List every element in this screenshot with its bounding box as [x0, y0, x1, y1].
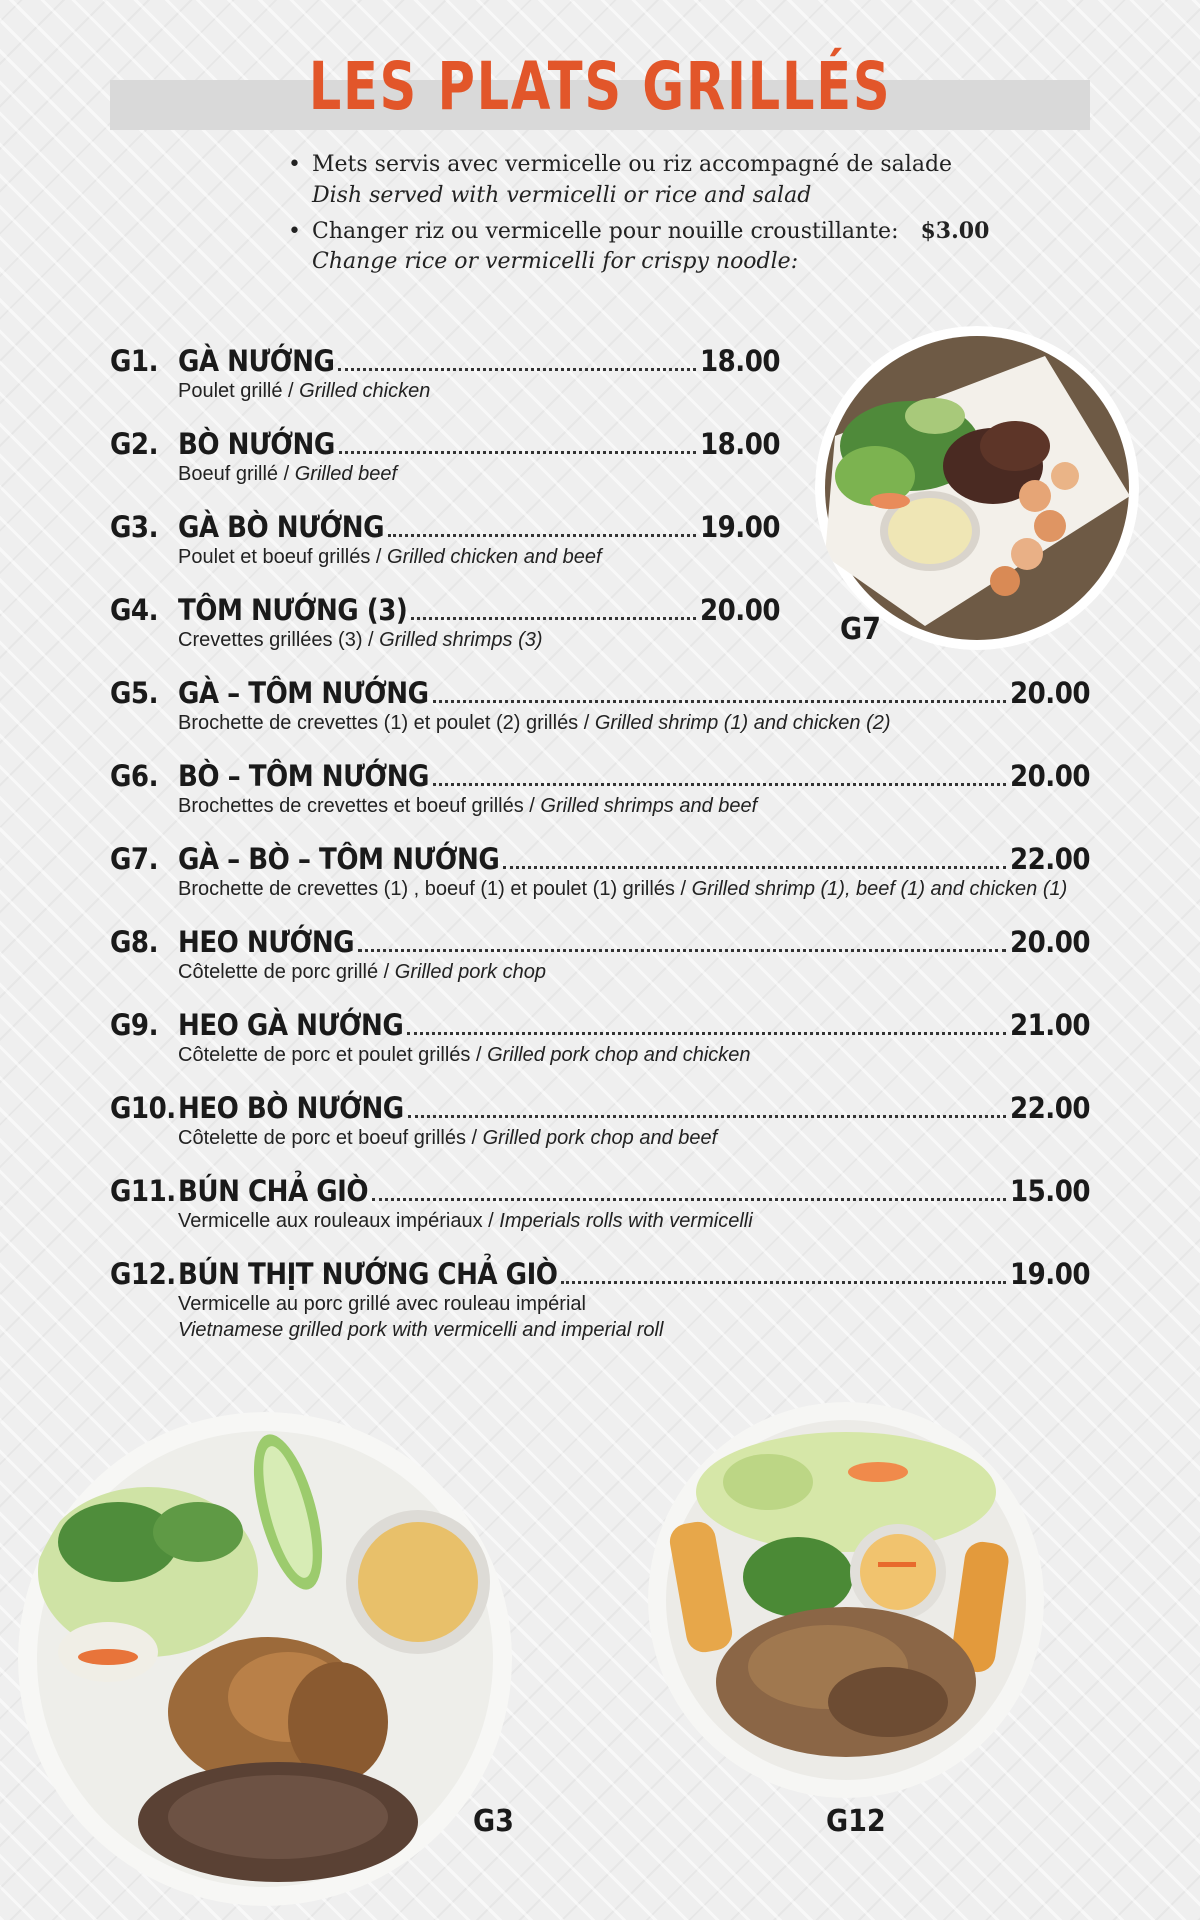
item-name: GÀ BÒ NƯỚNG	[178, 510, 384, 544]
menu-item-g7	[110, 838, 1090, 902]
item-description: Vermicelle aux rouleaux impériaux / Imperials rolls with vermicelli	[178, 1210, 753, 1232]
photo-label-g3: G3	[473, 1804, 514, 1839]
photo-label-g7: G7	[840, 612, 881, 647]
item-code: G12.	[110, 1257, 176, 1291]
note-crispy-noodle	[288, 218, 989, 280]
item-code: G11.	[110, 1174, 176, 1208]
item-description: Côtelette de porc grillé / Grilled pork chop	[178, 961, 546, 983]
item-code: G4.	[110, 593, 158, 627]
dot-leader	[503, 866, 1006, 869]
menu-item-g3	[110, 506, 780, 570]
item-description: Vermicelle au porc grillé avec rouleau impérial	[178, 1293, 586, 1315]
dot-leader	[408, 1115, 1006, 1118]
item-price: 18.00	[699, 344, 780, 378]
dot-leader	[411, 617, 696, 620]
item-name: BÒ – TÔM NƯỚNG	[178, 759, 429, 793]
note-price: $3.00	[920, 218, 990, 244]
item-description: Brochette de crevettes (1) , boeuf (1) et poulet (1) grillés / Grilled shrimp (1), beef (1) and chicken (1)	[178, 878, 1068, 900]
item-description: Brochette de crevettes (1) et poulet (2) grillés / Grilled shrimp (1) and chicken (2)	[178, 712, 891, 734]
menu-item-g6	[110, 755, 1090, 819]
item-price: 20.00	[1009, 759, 1090, 793]
item-code: G7.	[110, 842, 158, 876]
menu-item-g12	[110, 1253, 1090, 1343]
menu-item-g8	[110, 921, 1090, 985]
item-name: HEO GÀ NƯỚNG	[178, 1008, 404, 1042]
item-code: G6.	[110, 759, 158, 793]
item-description: Boeuf grillé / Grilled beef	[178, 463, 398, 485]
photo-label-g12: G12	[826, 1804, 886, 1839]
dot-leader	[433, 700, 1006, 703]
bullet: •	[288, 219, 301, 244]
item-name: BÚN CHẢ GIÒ	[178, 1174, 369, 1208]
item-name: GÀ – BÒ – TÔM NƯỚNG	[178, 842, 500, 876]
dot-leader	[372, 1198, 1006, 1201]
menu-item-g10	[110, 1087, 1090, 1151]
menu-notes	[288, 152, 989, 284]
note-served-with	[288, 152, 989, 214]
item-name: BÒ NƯỚNG	[178, 427, 335, 461]
item-code: G10.	[110, 1091, 176, 1125]
item-name: GÀ – TÔM NƯỚNG	[178, 676, 429, 710]
dish-photo-g3	[18, 1412, 512, 1906]
item-description: Crevettes grillées (3) / Grilled shrimps (3)	[178, 629, 543, 651]
item-description: Poulet grillé / Grilled chicken	[178, 380, 431, 402]
dot-leader	[433, 783, 1006, 786]
menu-item-g9	[110, 1004, 1090, 1068]
bullet: •	[288, 152, 301, 177]
menu-item-g4	[110, 589, 780, 653]
item-code: G8.	[110, 925, 158, 959]
dot-leader	[358, 949, 1006, 952]
item-price: 19.00	[699, 510, 780, 544]
item-price: 21.00	[1009, 1008, 1090, 1042]
dot-leader	[339, 451, 696, 454]
item-name: BÚN THỊT NƯỚNG CHẢ GIÒ	[178, 1257, 558, 1291]
item-price: 20.00	[1009, 925, 1090, 959]
menu-item-g1	[110, 340, 780, 404]
item-name: HEO NƯỚNG	[178, 925, 355, 959]
item-code: G9.	[110, 1008, 158, 1042]
item-description: Brochettes de crevettes et boeuf grillés / Grilled shrimps and beef	[178, 795, 758, 817]
dish-photo-g7	[815, 326, 1139, 650]
menu-item-g11	[110, 1170, 1090, 1234]
item-code: G3.	[110, 510, 158, 544]
note-fr: Mets servis avec vermicelle ou riz accompagné de salade	[312, 152, 953, 177]
item-description-en: Vietnamese grilled pork with vermicelli and imperial roll	[178, 1319, 664, 1341]
item-price: 20.00	[699, 593, 780, 627]
item-code: G2.	[110, 427, 158, 461]
dot-leader	[388, 534, 696, 537]
item-code: G5.	[110, 676, 158, 710]
item-price: 20.00	[1009, 676, 1090, 710]
item-price: 22.00	[1009, 842, 1090, 876]
dot-leader	[338, 368, 696, 371]
item-price: 19.00	[1009, 1257, 1090, 1291]
item-code: G1.	[110, 344, 158, 378]
menu-item-g5	[110, 672, 1090, 736]
note-fr: Changer riz ou vermicelle pour nouille croustillante:	[312, 219, 899, 244]
item-name: GÀ NƯỚNG	[178, 344, 335, 378]
item-name: TÔM NƯỚNG (3)	[178, 593, 408, 627]
item-description: Côtelette de porc et poulet grillés / Grilled pork chop and chicken	[178, 1044, 751, 1066]
item-description: Poulet et boeuf grillés / Grilled chicken and beef	[178, 546, 602, 568]
page-title: LES PLATS GRILLÉS	[308, 48, 892, 125]
note-en: Dish served with vermicelli or rice and salad	[312, 183, 812, 208]
item-price: 15.00	[1009, 1174, 1090, 1208]
dish-photo-g12	[648, 1402, 1044, 1798]
note-en: Change rice or vermicelli for crispy noodle:	[312, 249, 799, 274]
item-description: Côtelette de porc et boeuf grillés / Grilled pork chop and beef	[178, 1127, 718, 1149]
dot-leader	[561, 1281, 1006, 1284]
menu-item-g2	[110, 423, 780, 487]
dot-leader	[407, 1032, 1006, 1035]
item-price: 18.00	[699, 427, 780, 461]
item-price: 22.00	[1009, 1091, 1090, 1125]
item-name: HEO BÒ NƯỚNG	[178, 1091, 404, 1125]
